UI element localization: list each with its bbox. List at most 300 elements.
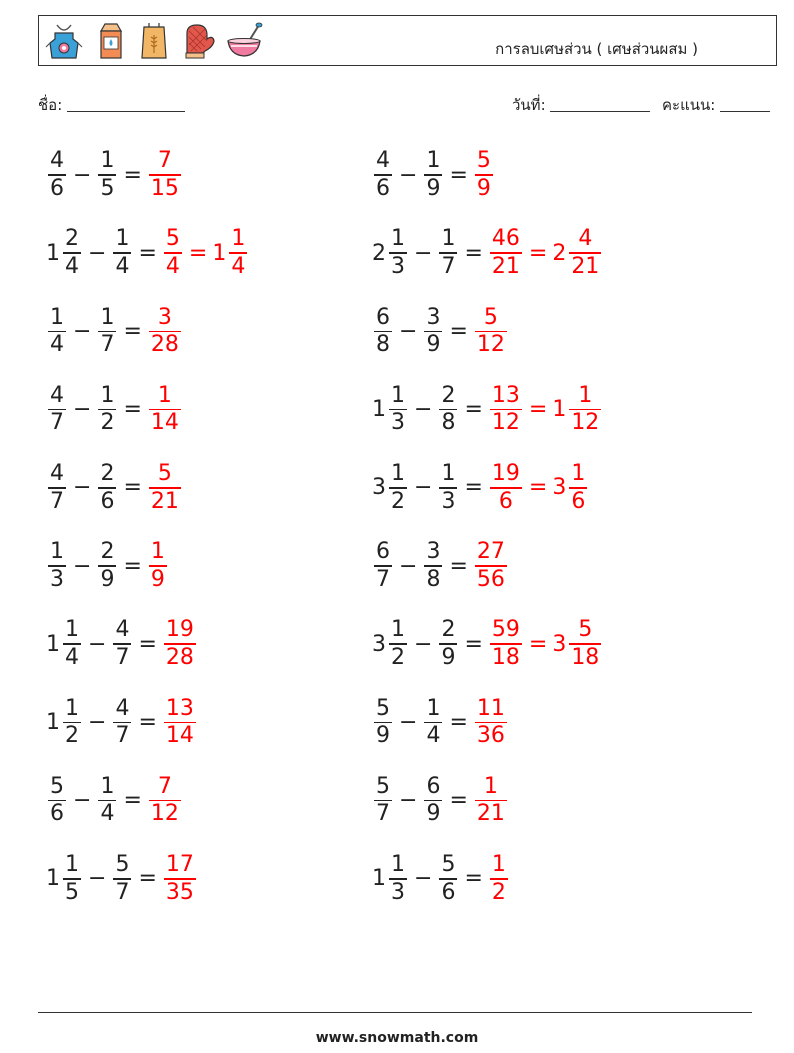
answer-fraction [164, 226, 182, 280]
denominator: 7 [115, 723, 130, 749]
numerator: 1 [115, 226, 130, 252]
numerator: 46 [491, 226, 520, 252]
answer-fraction [490, 461, 522, 515]
answer-whole-number: 2 [552, 240, 567, 266]
date-field [512, 93, 650, 117]
problem-item [372, 455, 589, 521]
answer-fraction [490, 617, 522, 671]
whole-number: 1 [46, 709, 60, 735]
problem-item [46, 377, 183, 443]
subtrahend [111, 852, 133, 906]
fraction [374, 148, 392, 202]
answer-fraction [164, 852, 196, 906]
fraction [389, 852, 407, 906]
equals-sign: = [528, 397, 548, 423]
numerator: 5 [578, 617, 593, 643]
problem-item [372, 611, 603, 677]
problem-item [46, 455, 183, 521]
answer-mixed-fraction [569, 617, 601, 671]
score-field [662, 93, 770, 117]
denominator: 21 [571, 253, 600, 279]
denominator: 35 [165, 879, 194, 905]
numerator: 1 [100, 382, 115, 408]
fraction [48, 148, 66, 202]
denominator: 2 [491, 879, 506, 905]
equals-sign: = [464, 240, 483, 266]
fraction [424, 539, 442, 593]
answer-whole-number: 3 [552, 475, 567, 501]
fraction [374, 305, 392, 359]
subtrahend [422, 696, 444, 750]
problem-item [372, 298, 509, 364]
fraction [113, 617, 131, 671]
equals-sign: = [123, 397, 142, 423]
fraction [98, 305, 116, 359]
minuend [46, 617, 83, 671]
answer-fraction [149, 539, 167, 593]
fraction [439, 226, 457, 280]
answer-mixed-fraction [569, 383, 601, 437]
answer-mixed-fraction [569, 226, 601, 280]
numerator: 1 [50, 304, 64, 330]
minus-sign: − [73, 162, 92, 188]
fraction [48, 383, 66, 437]
answer [473, 696, 509, 750]
numerator: 1 [441, 226, 456, 252]
denominator: 9 [426, 332, 441, 358]
minus-sign: − [88, 709, 107, 735]
equals-sign: = [528, 475, 548, 501]
problem-item [372, 846, 510, 912]
numerator: 1 [50, 539, 64, 565]
denominator: 6 [50, 175, 64, 201]
whole-number: 1 [46, 866, 60, 892]
subtrahend [437, 461, 459, 515]
whole-number: 1 [46, 240, 60, 266]
answer-mixed-fraction [569, 461, 587, 515]
minuend [372, 148, 394, 202]
denominator: 9 [376, 723, 390, 749]
denominator: 5 [100, 175, 115, 201]
problem-item [46, 611, 198, 677]
fraction [389, 226, 407, 280]
fraction [98, 383, 116, 437]
denominator: 8 [426, 566, 441, 592]
minuend [372, 696, 394, 750]
subtrahend [422, 148, 444, 202]
denominator: 4 [426, 723, 441, 749]
numerator: 1 [100, 148, 115, 174]
fraction [374, 696, 392, 750]
minuend [46, 305, 68, 359]
equals-sign: = [138, 866, 157, 892]
answer [488, 617, 603, 671]
equals-sign: = [528, 631, 548, 657]
equals-sign: = [464, 475, 483, 501]
denominator: 2 [100, 410, 115, 436]
subtrahend [96, 774, 118, 828]
numerator: 1 [65, 852, 79, 878]
subtrahend [111, 617, 133, 671]
whole-number: 3 [372, 475, 386, 501]
whole-number: 1 [46, 631, 60, 657]
answer-mixed-fraction [229, 226, 247, 280]
numerator: 1 [391, 382, 405, 408]
subtrahend [96, 305, 118, 359]
answer [488, 852, 510, 906]
answer [162, 852, 198, 906]
equals-sign: = [449, 788, 468, 814]
subtrahend [437, 852, 459, 906]
numerator: 1 [441, 461, 456, 487]
subtrahend [96, 383, 118, 437]
minus-sign: − [88, 866, 107, 892]
answer [147, 461, 183, 515]
denominator: 9 [426, 801, 441, 827]
denominator: 9 [100, 566, 115, 592]
numerator: 1 [426, 695, 441, 721]
fraction [48, 774, 66, 828]
minuend [46, 539, 68, 593]
denominator: 4 [65, 644, 79, 670]
denominator: 2 [391, 488, 405, 514]
numerator: 19 [491, 461, 520, 487]
subtrahend [422, 305, 444, 359]
numerator: 4 [115, 617, 130, 643]
denominator: 4 [50, 332, 64, 358]
minus-sign: − [73, 397, 92, 423]
equals-sign: = [464, 866, 483, 892]
fraction [389, 383, 407, 437]
whole-number: 1 [372, 397, 386, 423]
score-label: คะแนน: [662, 96, 716, 114]
problem-item [46, 142, 183, 208]
numerator: 1 [100, 773, 115, 799]
answer [488, 383, 603, 437]
answer [162, 696, 198, 750]
numerator: 1 [391, 617, 405, 643]
fraction [113, 696, 131, 750]
denominator: 7 [100, 332, 115, 358]
minuend [372, 617, 409, 671]
denominator: 6 [376, 175, 390, 201]
minuend [372, 226, 409, 280]
denominator: 56 [476, 566, 505, 592]
score-blank[interactable] [720, 97, 770, 112]
header-box [38, 15, 777, 66]
numerator: 5 [441, 852, 456, 878]
denominator: 18 [571, 644, 600, 670]
denominator: 15 [150, 175, 179, 201]
numerator: 11 [476, 695, 505, 721]
answer-fraction [149, 383, 181, 437]
denominator: 7 [441, 253, 456, 279]
numerator: 13 [491, 382, 520, 408]
denominator: 3 [441, 488, 456, 514]
answer-fraction [475, 696, 507, 750]
minuend [46, 852, 83, 906]
minuend [372, 305, 394, 359]
minus-sign: − [73, 788, 92, 814]
subtrahend [437, 226, 459, 280]
problem-item [46, 846, 198, 912]
numerator: 1 [426, 148, 441, 174]
minus-sign: − [399, 709, 418, 735]
denominator: 7 [376, 801, 390, 827]
footer-url: www.snowmath.com [315, 1030, 479, 1046]
date-blank[interactable] [550, 97, 650, 112]
minus-sign: − [399, 162, 418, 188]
numerator: 3 [426, 539, 441, 565]
numerator: 1 [231, 226, 246, 252]
problem-item [372, 377, 603, 443]
answer [488, 226, 603, 280]
answer-fraction [164, 617, 196, 671]
fraction [389, 461, 407, 515]
equals-sign: = [123, 788, 142, 814]
fraction [98, 461, 116, 515]
name-label: ชื่อ: [38, 96, 63, 114]
answer-whole-number: 3 [552, 631, 567, 657]
denominator: 6 [498, 488, 513, 514]
equals-sign: = [464, 397, 483, 423]
numerator: 1 [391, 852, 405, 878]
numerator: 4 [376, 148, 390, 174]
denominator: 7 [50, 488, 64, 514]
fraction [374, 539, 392, 593]
minuend [46, 383, 68, 437]
fraction [424, 774, 442, 828]
denominator: 7 [50, 410, 64, 436]
numerator: 6 [376, 539, 390, 565]
answer [473, 774, 509, 828]
milk-carton-icon [91, 21, 129, 61]
numerator: 2 [441, 617, 456, 643]
fraction [48, 461, 66, 515]
equals-sign: = [449, 709, 468, 735]
numerator: 3 [157, 304, 172, 330]
minus-sign: − [73, 475, 92, 501]
numerator: 6 [376, 304, 390, 330]
numerator: 17 [165, 852, 194, 878]
minus-sign: − [73, 318, 92, 344]
denominator: 6 [571, 488, 586, 514]
numerator: 1 [391, 226, 405, 252]
equals-sign: = [449, 162, 468, 188]
problem-item [372, 689, 509, 755]
problem-item [46, 220, 249, 286]
denominator: 12 [571, 410, 600, 436]
denominator: 6 [441, 879, 456, 905]
fraction [424, 148, 442, 202]
denominator: 4 [115, 253, 130, 279]
equals-sign: = [138, 240, 157, 266]
subtrahend [437, 617, 459, 671]
answer [147, 148, 183, 202]
answer-fraction [475, 148, 493, 202]
numerator: 7 [157, 773, 172, 799]
minus-sign: − [88, 240, 107, 266]
denominator: 6 [50, 801, 64, 827]
denominator: 8 [441, 410, 456, 436]
answer [147, 305, 183, 359]
numerator: 1 [483, 773, 498, 799]
fraction [63, 617, 81, 671]
problem-item [46, 298, 183, 364]
equals-sign: = [528, 240, 548, 266]
numerator: 5 [50, 773, 64, 799]
worksheet-title: การลบเศษส่วน ( เศษส่วนผสม ) [495, 40, 698, 58]
answer-whole-number: 1 [552, 397, 567, 423]
numerator: 1 [578, 382, 593, 408]
numerator: 1 [157, 382, 172, 408]
problem-item [372, 142, 495, 208]
denominator: 7 [115, 644, 130, 670]
problem-item [46, 689, 198, 755]
numerator: 5 [157, 461, 172, 487]
bread-bag-icon [135, 21, 173, 61]
numerator: 1 [571, 461, 586, 487]
minus-sign: − [414, 397, 433, 423]
equals-sign: = [188, 240, 208, 266]
numerator: 1 [391, 461, 405, 487]
denominator: 3 [391, 253, 405, 279]
subtrahend [96, 461, 118, 515]
numerator: 4 [50, 461, 64, 487]
fraction [113, 852, 131, 906]
answer-fraction [490, 383, 522, 437]
answer-fraction [475, 305, 507, 359]
numerator: 1 [150, 539, 165, 565]
answer [488, 461, 589, 515]
numerator: 3 [426, 304, 441, 330]
numerator: 4 [50, 148, 64, 174]
date-label: วันที่: [512, 96, 546, 114]
denominator: 7 [376, 566, 390, 592]
minus-sign: − [399, 788, 418, 814]
footer-divider [38, 1012, 752, 1013]
numerator: 2 [100, 461, 115, 487]
name-field [38, 93, 185, 117]
subtrahend [96, 539, 118, 593]
answer [473, 305, 509, 359]
answer-fraction [149, 148, 181, 202]
numerator: 5 [376, 773, 390, 799]
denominator: 4 [65, 253, 79, 279]
problem-item [372, 768, 509, 834]
fraction [98, 539, 116, 593]
apron-icon [45, 21, 83, 61]
answer [147, 539, 169, 593]
mixing-bowl-icon [225, 21, 263, 61]
equals-sign: = [138, 709, 157, 735]
numerator: 4 [115, 695, 130, 721]
equals-sign: = [123, 553, 142, 579]
numerator: 27 [476, 539, 505, 565]
answer [162, 617, 198, 671]
equals-sign: = [138, 631, 157, 657]
denominator: 21 [150, 488, 179, 514]
denominator: 3 [50, 566, 64, 592]
numerator: 7 [157, 148, 172, 174]
answer [162, 226, 249, 280]
numerator: 5 [115, 852, 130, 878]
denominator: 12 [491, 410, 520, 436]
fraction [63, 696, 81, 750]
denominator: 18 [491, 644, 520, 670]
equals-sign: = [123, 475, 142, 501]
denominator: 6 [100, 488, 115, 514]
denominator: 8 [376, 332, 390, 358]
numerator: 2 [100, 539, 115, 565]
fraction [98, 148, 116, 202]
subtrahend [111, 696, 133, 750]
subtrahend [96, 148, 118, 202]
numerator: 5 [376, 695, 390, 721]
numerator: 1 [65, 617, 79, 643]
numerator: 13 [165, 695, 194, 721]
minus-sign: − [73, 553, 92, 579]
denominator: 28 [150, 332, 179, 358]
numerator: 5 [483, 304, 498, 330]
fraction [424, 305, 442, 359]
fraction [48, 305, 66, 359]
numerator: 1 [65, 695, 79, 721]
numerator: 2 [441, 382, 456, 408]
minuend [372, 852, 409, 906]
minuend [372, 774, 394, 828]
denominator: 4 [165, 253, 180, 279]
numerator: 1 [491, 852, 506, 878]
minuend [46, 774, 68, 828]
denominator: 14 [165, 723, 194, 749]
fraction [113, 226, 131, 280]
denominator: 21 [491, 253, 520, 279]
fraction [439, 383, 457, 437]
minuend [372, 539, 394, 593]
numerator: 5 [476, 148, 491, 174]
denominator: 4 [100, 801, 115, 827]
answer-fraction [490, 226, 522, 280]
denominator: 28 [165, 644, 194, 670]
minuend [372, 461, 409, 515]
fraction [389, 617, 407, 671]
minus-sign: − [414, 866, 433, 892]
name-blank[interactable] [67, 97, 185, 112]
minuend [372, 383, 409, 437]
minus-sign: − [399, 318, 418, 344]
answer-fraction [164, 696, 196, 750]
answer [473, 539, 509, 593]
numerator: 59 [491, 617, 520, 643]
fraction [439, 852, 457, 906]
minuend [46, 148, 68, 202]
answer-fraction [149, 461, 181, 515]
denominator: 2 [391, 644, 405, 670]
numerator: 2 [65, 226, 79, 252]
minus-sign: − [414, 475, 433, 501]
equals-sign: = [449, 553, 468, 579]
equals-sign: = [123, 162, 142, 188]
numerator: 1 [100, 304, 115, 330]
answer [147, 774, 183, 828]
subtrahend [422, 539, 444, 593]
problem-item [46, 533, 169, 599]
equals-sign: = [464, 631, 483, 657]
minus-sign: − [399, 553, 418, 579]
denominator: 21 [476, 801, 505, 827]
minus-sign: − [414, 240, 433, 266]
